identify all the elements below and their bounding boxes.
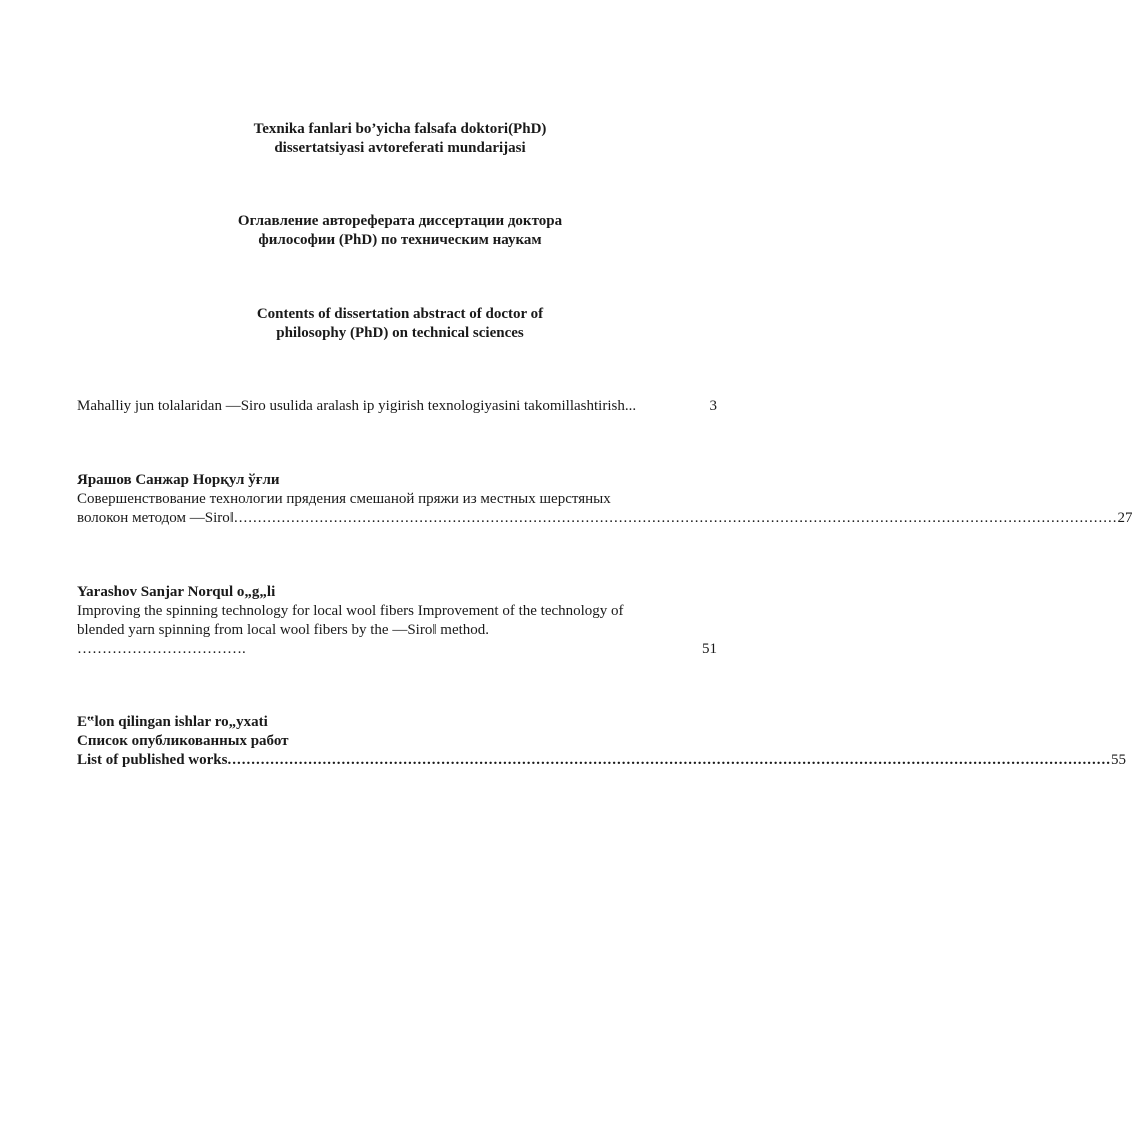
toc-entry-russian-page: 27 xyxy=(1117,510,1132,526)
toc-entry-uzbek-page: 3 xyxy=(709,398,717,414)
toc-entry-russian-title-line1: Совершенствование технологии прядения смешаной пряжи из местных шерстяных xyxy=(77,491,611,507)
toc-entry-published-page: 55 xyxy=(1110,752,1126,768)
toc-entry-published xyxy=(77,713,1126,770)
heading-english-line2: philosophy (PhD) on technical sciences xyxy=(276,325,524,341)
heading-russian-line1: Оглавление автореферата диссертации доктора xyxy=(237,213,563,229)
heading-uzbek xyxy=(0,120,800,158)
toc-entry-english-title-line2: blended yarn spinning from local wool fibers by the ―Siro‖ method. xyxy=(77,622,490,638)
heading-russian xyxy=(0,212,800,250)
toc-entry-english-author: Yarashov Sanjar Norqul o„g„li xyxy=(77,584,276,600)
toc-entry-published-leader xyxy=(77,751,1126,770)
heading-russian-line2: философии (PhD) по техническим наукам xyxy=(258,232,542,248)
toc-entry-english-dots: ……………………………. xyxy=(77,641,246,657)
heading-english xyxy=(0,305,800,343)
toc-entry-english xyxy=(77,583,717,659)
toc-entry-russian xyxy=(77,471,1132,528)
toc-entry-english-leader xyxy=(77,640,717,659)
toc-entry-published-uzbek: E‟lon qilingan ishlar ro„yxati xyxy=(77,714,268,730)
toc-entry-uzbek-line xyxy=(77,397,717,416)
heading-uzbek-line1: Texnika fanlari bo’yicha falsafa doktori(PhD) xyxy=(253,121,547,137)
toc-entry-english-page: 51 xyxy=(702,641,717,657)
toc-entry-uzbek xyxy=(77,397,717,416)
toc-entry-uzbek-title: Mahalliy jun tolalaridan ―Siro usulida aralash ip yigirish texnologiyasini takomillashtirish... xyxy=(77,398,637,414)
toc-entry-published-dots: .......................................................................................................................................................................................... xyxy=(227,752,1111,768)
toc-entry-published-russian: Список опубликованных работ xyxy=(77,733,289,749)
heading-english-line1: Contents of dissertation abstract of doctor of xyxy=(256,306,544,322)
toc-entry-russian-author: Ярашов Санжар Норқул ўғли xyxy=(77,472,280,488)
toc-entry-russian-title-line2: волокон методом ―Siro‖ xyxy=(77,510,234,526)
toc-entry-russian-leader xyxy=(77,509,1132,528)
heading-uzbek-line2: dissertatsiyasi avtoreferati mundarijasi xyxy=(274,140,526,156)
toc-entry-english-title-line1: Improving the spinning technology for local wool fibers Improvement of the technology of xyxy=(77,603,624,619)
toc-entry-published-english: List of published works xyxy=(77,752,228,768)
toc-entry-russian-dots: .......................................................................................................................................................................................... xyxy=(233,510,1118,526)
